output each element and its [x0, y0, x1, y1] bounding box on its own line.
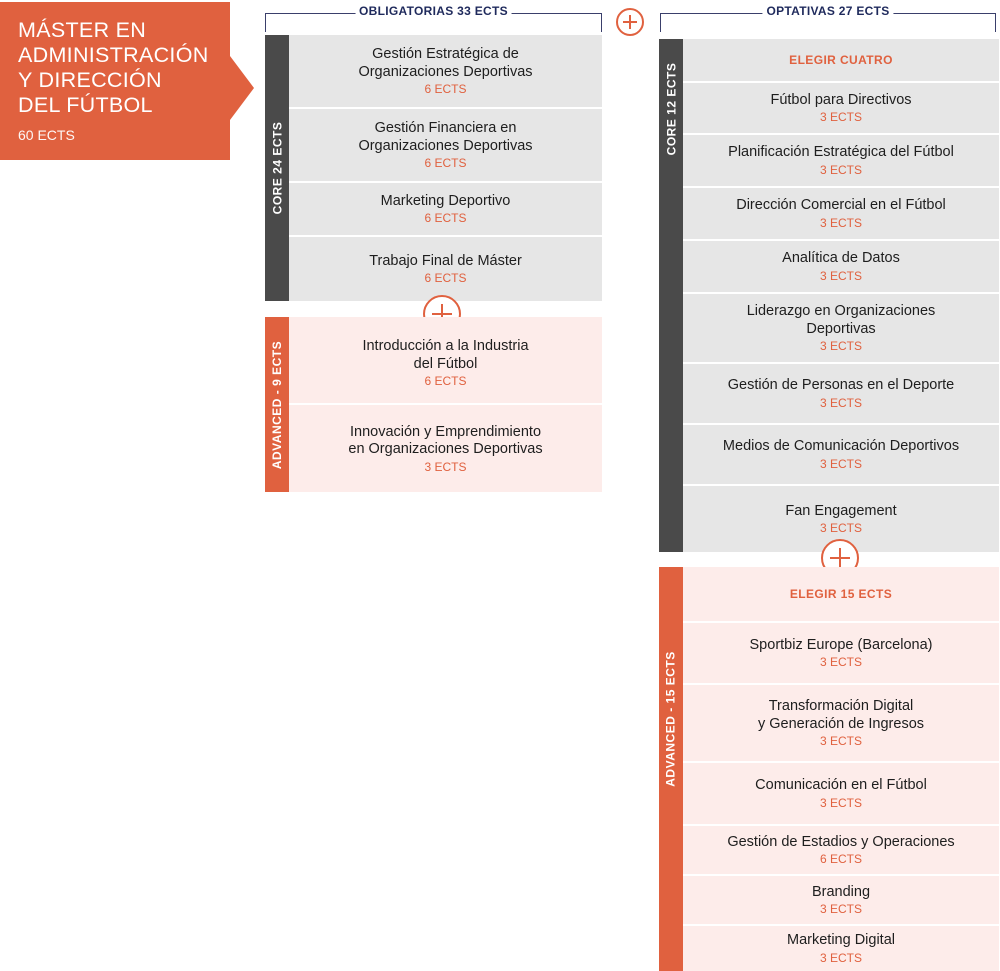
mandatory-advanced-label: [265, 317, 289, 492]
course-item: [683, 826, 999, 876]
course-ects: 3 ECTS: [819, 110, 862, 125]
course-name: Gestión Estratégica de Organizaciones Deportivas: [358, 46, 533, 80]
course-item: [683, 135, 999, 188]
course-ects: 3 ECTS: [819, 268, 862, 283]
course-ects: 3 ECTS: [819, 456, 862, 471]
course-name: Gestión de Estadios y Operaciones: [727, 833, 955, 850]
course-item: [683, 685, 999, 763]
course-name: Dirección Comercial en el Fútbol: [736, 197, 946, 214]
course-item: [683, 876, 999, 926]
course-ects: 3 ECTS: [819, 795, 862, 810]
course-ects: 3 ECTS: [819, 339, 862, 353]
course-name: Medios de Comunicación Deportivos: [722, 438, 960, 455]
course-item: [683, 188, 999, 241]
title-line-3: Y DIRECCIÓN: [18, 68, 162, 92]
course-item: [683, 763, 999, 826]
optional-advanced-label-text: ADVANCED - 15 ECTS: [664, 651, 678, 787]
optional-header: OPTATIVAS 27 ECTS: [762, 4, 893, 18]
mandatory-header: OBLIGATORIAS 33 ECTS: [355, 4, 512, 18]
course-ects: 3 ECTS: [424, 459, 467, 474]
course-item: [683, 83, 999, 135]
mandatory-header-bracket: [265, 4, 602, 32]
course-item: [289, 237, 602, 301]
course-name: Comunicación en el Fútbol: [755, 777, 927, 794]
course-ects: 6 ECTS: [424, 82, 467, 96]
mandatory-core-list: [289, 35, 602, 301]
choose-four-label: ELEGIR CUATRO: [789, 53, 893, 67]
course-name: Fútbol para Directivos: [770, 91, 912, 108]
course-ects: 6 ECTS: [424, 374, 467, 388]
course-name: Transformación Digital y Generación de Ingresos: [757, 698, 925, 732]
mandatory-core-label: [265, 35, 289, 301]
course-name: Analítica de Datos: [782, 250, 900, 267]
course-item: [289, 405, 602, 492]
program-total-ects: 60 ECTS: [18, 127, 75, 143]
program-title: [18, 18, 228, 118]
mandatory-advanced-label-text: ADVANCED - 9 ECTS: [270, 340, 285, 469]
course-item: [289, 109, 602, 183]
mandatory-advanced-list: [289, 317, 602, 492]
course-item: [683, 364, 999, 425]
mandatory-core-label-text: CORE 24 ECTS: [270, 121, 285, 215]
course-item: [289, 317, 602, 405]
choose-note: [683, 567, 999, 623]
optional-header-bracket: [660, 4, 996, 32]
title-line-4: DEL FÚTBOL: [18, 93, 153, 117]
course-ects: 3 ECTS: [819, 215, 862, 230]
course-name: Branding: [811, 883, 871, 900]
course-item: [289, 35, 602, 109]
title-arrow: [230, 56, 254, 120]
optional-core-label-text: CORE 12 ECTS: [664, 62, 679, 155]
course-ects: 6 ECTS: [424, 156, 467, 170]
course-item: [683, 926, 999, 971]
course-ects: 3 ECTS: [819, 395, 862, 410]
course-ects: 6 ECTS: [424, 271, 467, 286]
course-name: Sportbiz Europe (Barcelona): [749, 636, 933, 653]
course-item: [683, 241, 999, 294]
course-ects: 6 ECTS: [819, 852, 862, 867]
course-name: Planificación Estratégica del Fútbol: [728, 144, 954, 161]
course-name: Trabajo Final de Máster: [369, 252, 522, 269]
choose-note: [683, 39, 999, 83]
course-item: [683, 623, 999, 685]
course-name: Fan Engagement: [785, 502, 897, 519]
course-ects: 3 ECTS: [819, 655, 862, 670]
course-item: [683, 294, 999, 364]
course-item: [289, 183, 602, 237]
course-name: Gestión Financiera en Organizaciones Deportivas: [358, 120, 533, 154]
course-ects: 6 ECTS: [424, 211, 467, 226]
choose-15-label: ELEGIR 15 ECTS: [789, 587, 893, 601]
course-name: Gestión de Personas en el Deporte: [727, 377, 955, 394]
course-ects: 3 ECTS: [819, 734, 862, 748]
course-item: [683, 425, 999, 486]
course-name: Introducción a la Industria del Fútbol: [362, 338, 529, 372]
optional-core-label: [659, 39, 683, 552]
course-ects: 3 ECTS: [819, 521, 862, 536]
plus-icon: [616, 8, 644, 36]
optional-core-list: [683, 39, 999, 552]
course-ects: 3 ECTS: [819, 950, 862, 965]
course-name: Marketing Deportivo: [380, 192, 511, 209]
title-line-2: ADMINISTRACIÓN: [18, 43, 209, 67]
title-line-1: MÁSTER EN: [18, 18, 147, 42]
course-name: Marketing Digital: [787, 932, 895, 949]
optional-advanced-list: [683, 567, 999, 971]
course-name: Liderazgo en Organizaciones Deportivas: [746, 303, 936, 337]
optional-advanced-label: [659, 567, 683, 971]
course-ects: 3 ECTS: [819, 902, 862, 917]
course-ects: 3 ECTS: [819, 162, 862, 177]
course-name: Innovación y Emprendimiento en Organizaciones Deportivas: [348, 423, 543, 457]
